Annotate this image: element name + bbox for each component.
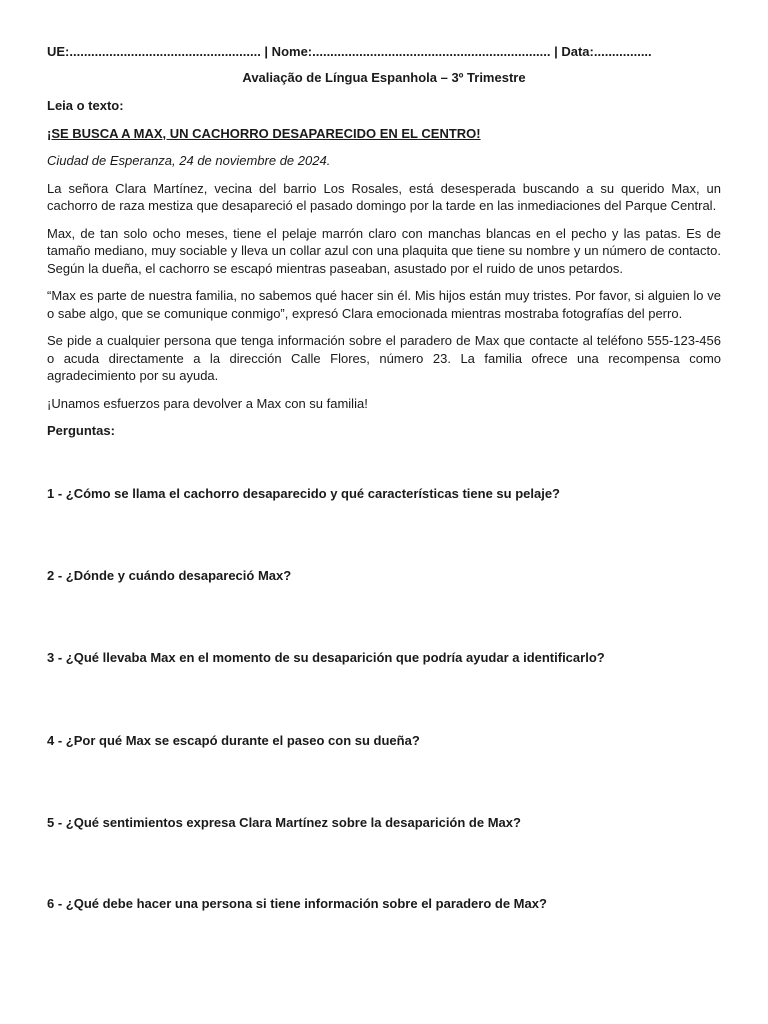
article-paragraph: Max, de tan solo ocho meses, tiene el pelaje marrón claro con manchas blancas en el pecho y las patas. Es de tamaño mediano, muy sociable y lleva un collar azul con una plaquita que tiene su nombre y un número de contacto. Según la dueña, el cachorro se escapó mientras paseaban, asustado por el ruido de unos petardos. xyxy=(47,225,721,276)
article-paragraph: La señora Clara Martínez, vecina del barrio Los Rosales, está desesperada buscando a su querido Max, un cachorro de raza mestiza que desapareció el pasado domingo por la tarde en las inmediaciones del Parque Central. xyxy=(47,180,721,213)
question-3: 3 - ¿Qué llevaba Max en el momento de su desaparición que podría ayudar a identificarlo? xyxy=(47,650,605,665)
question-6: 6 - ¿Qué debe hacer una persona si tiene información sobre el paradero de Max? xyxy=(47,896,547,911)
article-dateline: Ciudad de Esperanza, 24 de noviembre de 2024. xyxy=(47,153,331,168)
article-paragraph: “Max es parte de nuestra familia, no sabemos qué hacer sin él. Mis hijos están muy tristes. Por favor, si alguien lo ve o sabe algo, que se comunique conmigo”, expresó Clara emocionada mientras mostraba fotografías del perro. xyxy=(47,288,721,321)
question-5: 5 - ¿Qué sentimientos expresa Clara Martínez sobre la desaparición de Max? xyxy=(47,815,521,830)
student-info-line: UE:..................................................... | Nome:.................................................................. | Data:................ xyxy=(47,44,652,59)
question-2: 2 - ¿Dónde y cuándo desapareció Max? xyxy=(47,568,292,583)
reading-instruction: Leia o texto: xyxy=(47,98,124,113)
question-1: 1 - ¿Cómo se llama el cachorro desaparecido y qué características tiene su pelaje? xyxy=(47,486,560,501)
article-headline: ¡SE BUSCA A MAX, UN CACHORRO DESAPARECIDO EN EL CENTRO! xyxy=(47,125,481,141)
article-paragraph: Se pide a cualquier persona que tenga información sobre el paradero de Max que contacte al teléfono 555-123-456 o acuda directamente a la dirección Calle Flores, número 23. La familia ofrece una recompensa como agradecimiento por su ayuda. xyxy=(47,333,721,383)
question-4: 4 - ¿Por qué Max se escapó durante el paseo con su dueña? xyxy=(47,733,420,748)
reading-section xyxy=(47,97,721,440)
questions-label: Perguntas: xyxy=(47,423,115,438)
page-title: Avaliação de Língua Espanhola – 3º Trimestre xyxy=(242,70,526,85)
article-closing: ¡Unamos esfuerzos para devolver a Max con su familia! xyxy=(47,395,368,411)
